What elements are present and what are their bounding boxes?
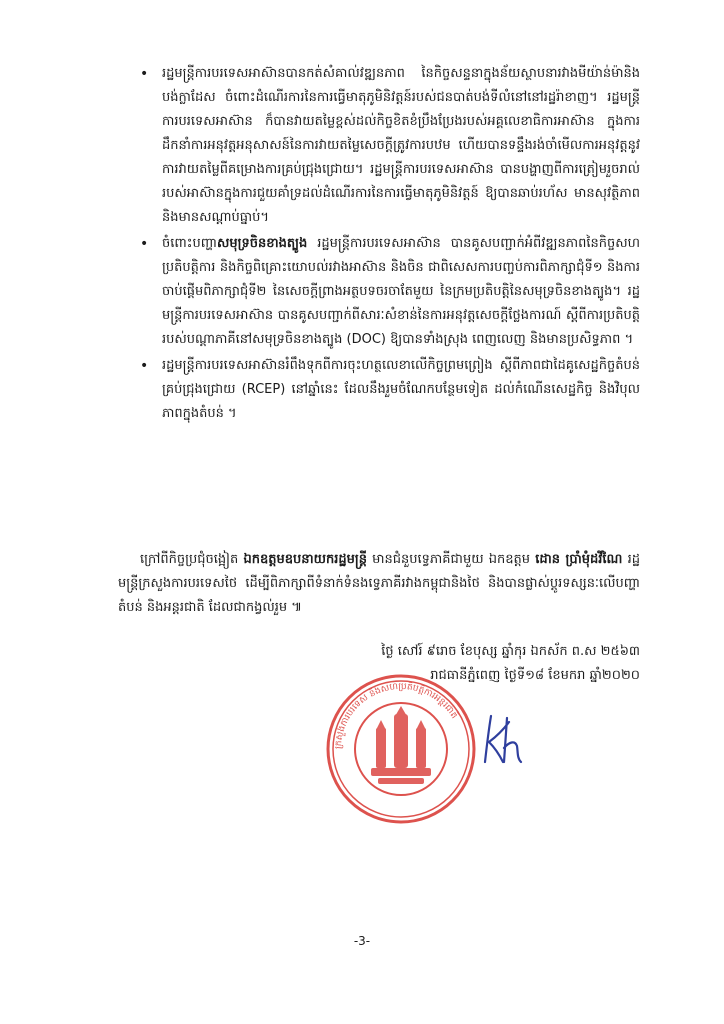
bullet-lead: ចំពោះបញ្ហា [162, 236, 217, 251]
ministry-seal-icon [316, 672, 486, 827]
bullet-item [140, 354, 640, 426]
page-number: -3- [353, 934, 371, 948]
seal-text: ក្រសួងការបរទេស និងសហប្រតិបត្តិការអន្តរជាតិ [333, 681, 459, 750]
bullet-text: រដ្ឋមន្ត្រីការបរទេសអាស៊ាន បានគូសបញ្ជាក់អំពីវឌ្ឍនភាពនៃកិច្ចសហប្រតិបត្តិការ និងកិច្ចពិគ្រោះយោបល់រវាងអាស៊ាន និងចិន ជាពិសេសការបញ្ចប់ការពិភាក្សាជុំទី១ និងការចាប់ផ្តើមពិភាក្សាជុំទី២ នៃសេចក្តីព្រាងអត្ថបទចរចាតែមួយ នៃក្រមប្រតិបត្តិនៃសមុទ្រចិនខាងត្បូង។ រដ្ឋមន្ត្រីការបរទេសអាស៊ាន បានគូសបញ្ជាក់ពីសារៈសំខាន់នៃការអនុវត្តសេចក្តីថ្លែងការណ៍ ស្តីពីការប្រតិបត្តិរបស់បណ្តាភាគីនៅសមុទ្រចិនខាងត្បូង (DOC) ឱ្យបានទាំងស្រុង ពេញលេញ និងមានប្រសិទ្ធភាព ។ [162, 236, 640, 347]
place-and-date: រាជធានីភ្នំពេញ ថ្ងៃទី១៨ ខែមករា ឆ្នាំ២០២០ [430, 668, 640, 683]
closing-mid: មានជំនួបទ្វេភាគីជាមួយ ឯកឧត្តម [366, 552, 536, 567]
lunar-date: ថ្ងៃ សៅរ៍ ៩រោច ខែបុស្ស ឆ្នាំកុរ ឯកស័ក ព.ស ២៥៦៣ [381, 644, 640, 659]
bullet-text: រដ្ឋមន្ត្រីការបរទេសអាស៊ានរំពឹងទុកពីការចុះហត្ថលេខាលើកិច្ចព្រមព្រៀង ស្តីពីភាពជាដៃគូសេដ្ឋកិច្ចតំបន់គ្រប់ជ្រុងជ្រោយ (RCEP) នៅឆ្នាំនេះ ដែលនឹងរួមចំណែកបន្ថែមទៀត ដល់កំណើនសេដ្ឋកិច្ច និងវិបុលភាពក្នុងតំបន់ ។ [162, 358, 640, 421]
bullet-dot-icon: • [140, 236, 149, 252]
thai-minister-name: ដោន ប្រាំមុំដវីណៃ [535, 552, 623, 567]
bullet-bold-term: សមុទ្រចិនខាងត្បូង [216, 236, 308, 251]
bullet-list [140, 62, 640, 428]
bullet-item [140, 232, 640, 352]
deputy-pm-title: ឯកឧត្តមឧបនាយករដ្ឋមន្ត្រី [243, 552, 367, 567]
bullet-text: រដ្ឋមន្ត្រីការបរទេសអាស៊ានបានកត់សំគាល់វឌ្ឍនភាព នៃកិច្ចសន្ទនាក្នុងន័យស្ថាបនារវាងមីយ៉ាន់ម៉ានិងបង់ក្លាដែស ចំពោះដំណើរការនៃការធ្វើមាតុភូមិនិវត្តន៍របស់ជនបាត់បង់ទីលំនៅនៅរដ្ឋរ៉ាខាញ។ រដ្ឋមន្ត្រីការបរទេសអាស៊ាន ក៏បានវាយតម្លៃខ្ពស់ដល់កិច្ចខិតខំប្រឹងប្រែងរបស់អគ្គលេខាធិការអាស៊ាន ក្នុងការដឹកនាំការអនុវត្តអនុសាសន៍នៃការវាយតម្លៃសេចក្តីត្រូវការបឋម ហើយបានទន្ទឹងរង់ចាំមើលការអនុវត្តនូវការវាយតម្លៃពីគម្រោងការគ្រប់ជ្រុងជ្រោយ។ រដ្ឋមន្ត្រីការបរទេសអាស៊ាន បានបង្ហាញពីការត្រៀមរួចរាល់របស់អាស៊ានក្នុងការជួយគាំទ្រដល់ដំណើរការនៃការធ្វើមាតុភូមិនិវត្តន៍ ឱ្យបានឆាប់រហ័ស មានសុវត្ថិភាព និងមានសណ្តាប់ធ្នាប់។ [162, 66, 640, 225]
handwritten-signature [477, 708, 537, 768]
bullet-dot-icon: • [140, 66, 149, 82]
closing-tail: រដ្ឋមន្ត្រីក្រសួងការបរទេសថៃ ដើម្បីពិភាក្សាពីទំនាក់ទំនងទ្វេភាគីរវាងកម្ពុជានិងថៃ និងបានផ្លាស់ប្តូរទស្សនៈលើបញ្ហាតំបន់ និងអន្តរជាតិ ដែលជាកង្វល់រួម ៕ [118, 552, 640, 615]
closing-paragraph [118, 548, 640, 620]
closing-lead: ក្រៅពីកិច្ចប្រជុំចង្អៀត [140, 552, 244, 567]
bullet-item [140, 62, 640, 230]
bullet-dot-icon: • [140, 358, 149, 374]
